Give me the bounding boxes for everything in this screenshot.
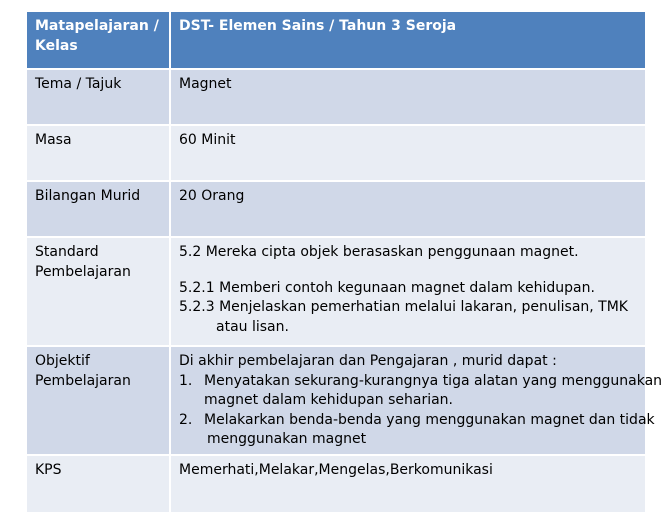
kps-value: Memerhati,Melakar,Mengelas,Berkomunikasi (171, 456, 645, 512)
objektif-item: 1. Menyatakan sekurang-kurangnya tiga alatan yang menggunakan (179, 372, 663, 389)
row-standard (27, 236, 645, 345)
standard-value (171, 238, 645, 345)
standard-line: atau lisan. (216, 318, 289, 335)
tema-label: Tema / Tajuk (27, 70, 171, 124)
murid-value: 20 Orang (171, 182, 645, 236)
objektif-intro: Di akhir pembelajaran dan Pengajaran , murid dapat : (179, 353, 557, 369)
standard-line: 5.2.1 Memberi contoh kegunaan magnet dalam kehidupan. (179, 279, 595, 296)
header-subject-label: Matapelajaran / Kelas (27, 12, 171, 68)
objektif-item-cont: magnet dalam kehidupan seharian. (204, 392, 453, 408)
header-row (27, 12, 645, 70)
masa-label: Masa (27, 126, 171, 180)
objektif-value (171, 347, 663, 454)
masa-value: 60 Minit (171, 126, 645, 180)
tema-value: Magnet (171, 70, 645, 124)
objektif-item: 2. Melakarkan benda-benda yang menggunakan magnet dan tidak (179, 411, 655, 428)
kps-label: KPS (27, 456, 171, 512)
row-objektif (27, 345, 663, 454)
row-kps (27, 454, 645, 512)
standard-label: Standard Pembelajaran (27, 238, 171, 345)
header-subject-value: DST- Elemen Sains / Tahun 3 Seroja (171, 12, 645, 68)
row-masa (27, 124, 645, 180)
row-murid (27, 180, 645, 236)
row-tema (27, 70, 645, 124)
standard-line: 5.2.3 Menjelaskan pemerhatian melalui lakaran, penulisan, TMK (179, 299, 628, 315)
standard-line: 5.2 Mereka cipta objek berasaskan penggunaan magnet. (179, 244, 579, 260)
objektif-item-cont: menggunakan magnet (207, 431, 367, 447)
lesson-plan-table (27, 12, 663, 512)
murid-label: Bilangan Murid (27, 182, 171, 236)
objektif-label: Objektif Pembelajaran (27, 347, 171, 454)
